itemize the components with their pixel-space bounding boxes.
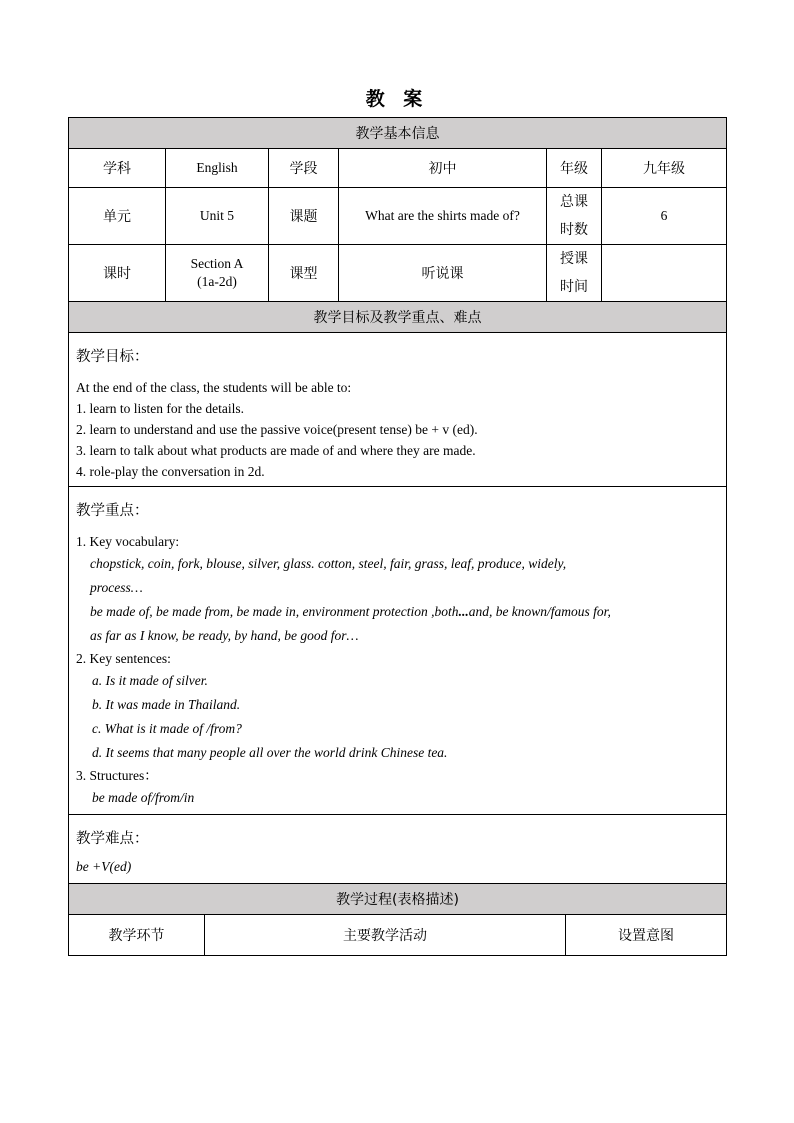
sentences-title: 2. Key sentences: bbox=[76, 651, 171, 666]
key-sentence: b. It was made in Thailand. bbox=[92, 697, 241, 712]
total-periods-label-line2: 时数 bbox=[560, 222, 588, 238]
period-value bbox=[166, 245, 269, 302]
lesson-plan-table bbox=[68, 117, 726, 956]
unit-label: 单元 bbox=[69, 188, 166, 245]
process-col-intent: 设置意图 bbox=[566, 915, 727, 956]
objective-item: 3. learn to talk about what products are made of and where they are made. bbox=[76, 443, 476, 458]
total-periods-label-line1: 总课 bbox=[560, 194, 588, 210]
phrase-part: be made of, be made from, be made in, environment protection ,both bbox=[90, 604, 459, 619]
vocab-line: chopstick, coin, fork, blouse, silver, glass. cotton, steel, fair, grass, leaf, produce, widely, bbox=[90, 556, 567, 571]
objectives-block bbox=[69, 333, 727, 487]
section-header-process: 教学过程(表格描述) bbox=[69, 884, 727, 915]
stage-label: 学段 bbox=[269, 149, 339, 188]
phrase-part: and, be known/famous for, bbox=[468, 604, 611, 619]
structures-title: 3. Structures： bbox=[76, 768, 158, 783]
vocab-line: process… bbox=[90, 580, 143, 595]
stage-value: 初中 bbox=[339, 149, 547, 188]
grade-label: 年级 bbox=[547, 149, 602, 188]
difficult-value: be +V(ed) bbox=[76, 859, 132, 874]
objective-item: 1. learn to listen for the details. bbox=[76, 401, 244, 416]
difficult-heading: 教学难点： bbox=[76, 831, 149, 847]
section-header-basic-info: 教学基本信息 bbox=[69, 118, 727, 149]
objective-item: 2. learn to understand and use the passive voice(present tense) be + v (ed). bbox=[76, 422, 478, 437]
lesson-type-value: 听说课 bbox=[339, 245, 547, 302]
objective-item: 4. role-play the conversation in 2d. bbox=[76, 464, 265, 479]
teaching-time-value bbox=[602, 245, 727, 302]
total-periods-value: 6 bbox=[602, 188, 727, 245]
key-points-block bbox=[69, 487, 727, 815]
structures-value: be made of/from/in bbox=[92, 790, 195, 805]
total-periods-label bbox=[547, 188, 602, 245]
document-title: 教 案 bbox=[365, 88, 429, 110]
key-sentence: c. What is it made of /from? bbox=[92, 721, 242, 736]
teaching-time-label bbox=[547, 245, 602, 302]
period-label: 课时 bbox=[69, 245, 166, 302]
subject-value: English bbox=[166, 149, 269, 188]
phrase-part: ... bbox=[458, 604, 469, 619]
key-points-heading: 教学重点： bbox=[76, 503, 149, 519]
subject-label: 学科 bbox=[69, 149, 166, 188]
topic-label: 课题 bbox=[269, 188, 339, 245]
lesson-type-label: 课型 bbox=[269, 245, 339, 302]
phrase-line bbox=[76, 600, 719, 624]
vocab-title: 1. Key vocabulary: bbox=[76, 534, 180, 549]
key-sentence: d. It seems that many people all over the world drink Chinese tea. bbox=[92, 745, 448, 760]
unit-value: Unit 5 bbox=[166, 188, 269, 245]
process-col-activities: 主要教学活动 bbox=[205, 915, 566, 956]
key-sentence: a. Is it made of silver. bbox=[92, 673, 208, 688]
teaching-time-label-line1: 授课 bbox=[560, 251, 588, 267]
process-table bbox=[68, 914, 727, 956]
objectives-intro: At the end of the class, the students will be able to: bbox=[76, 380, 352, 395]
process-col-stage: 教学环节 bbox=[69, 915, 205, 956]
difficult-points-block bbox=[69, 815, 727, 884]
period-value-line1: Section A bbox=[190, 256, 244, 271]
basic-info-table bbox=[68, 117, 727, 915]
topic-value: What are the shirts made of? bbox=[339, 188, 547, 245]
section-header-objectives: 教学目标及教学重点、难点 bbox=[69, 302, 727, 333]
grade-value: 九年级 bbox=[602, 149, 727, 188]
period-value-line2: (1a-2d) bbox=[197, 274, 237, 289]
teaching-time-label-line2: 时间 bbox=[560, 279, 588, 295]
objectives-heading: 教学目标： bbox=[76, 349, 149, 365]
phrase-line: as far as I know, be ready, by hand, be good for… bbox=[90, 628, 359, 643]
